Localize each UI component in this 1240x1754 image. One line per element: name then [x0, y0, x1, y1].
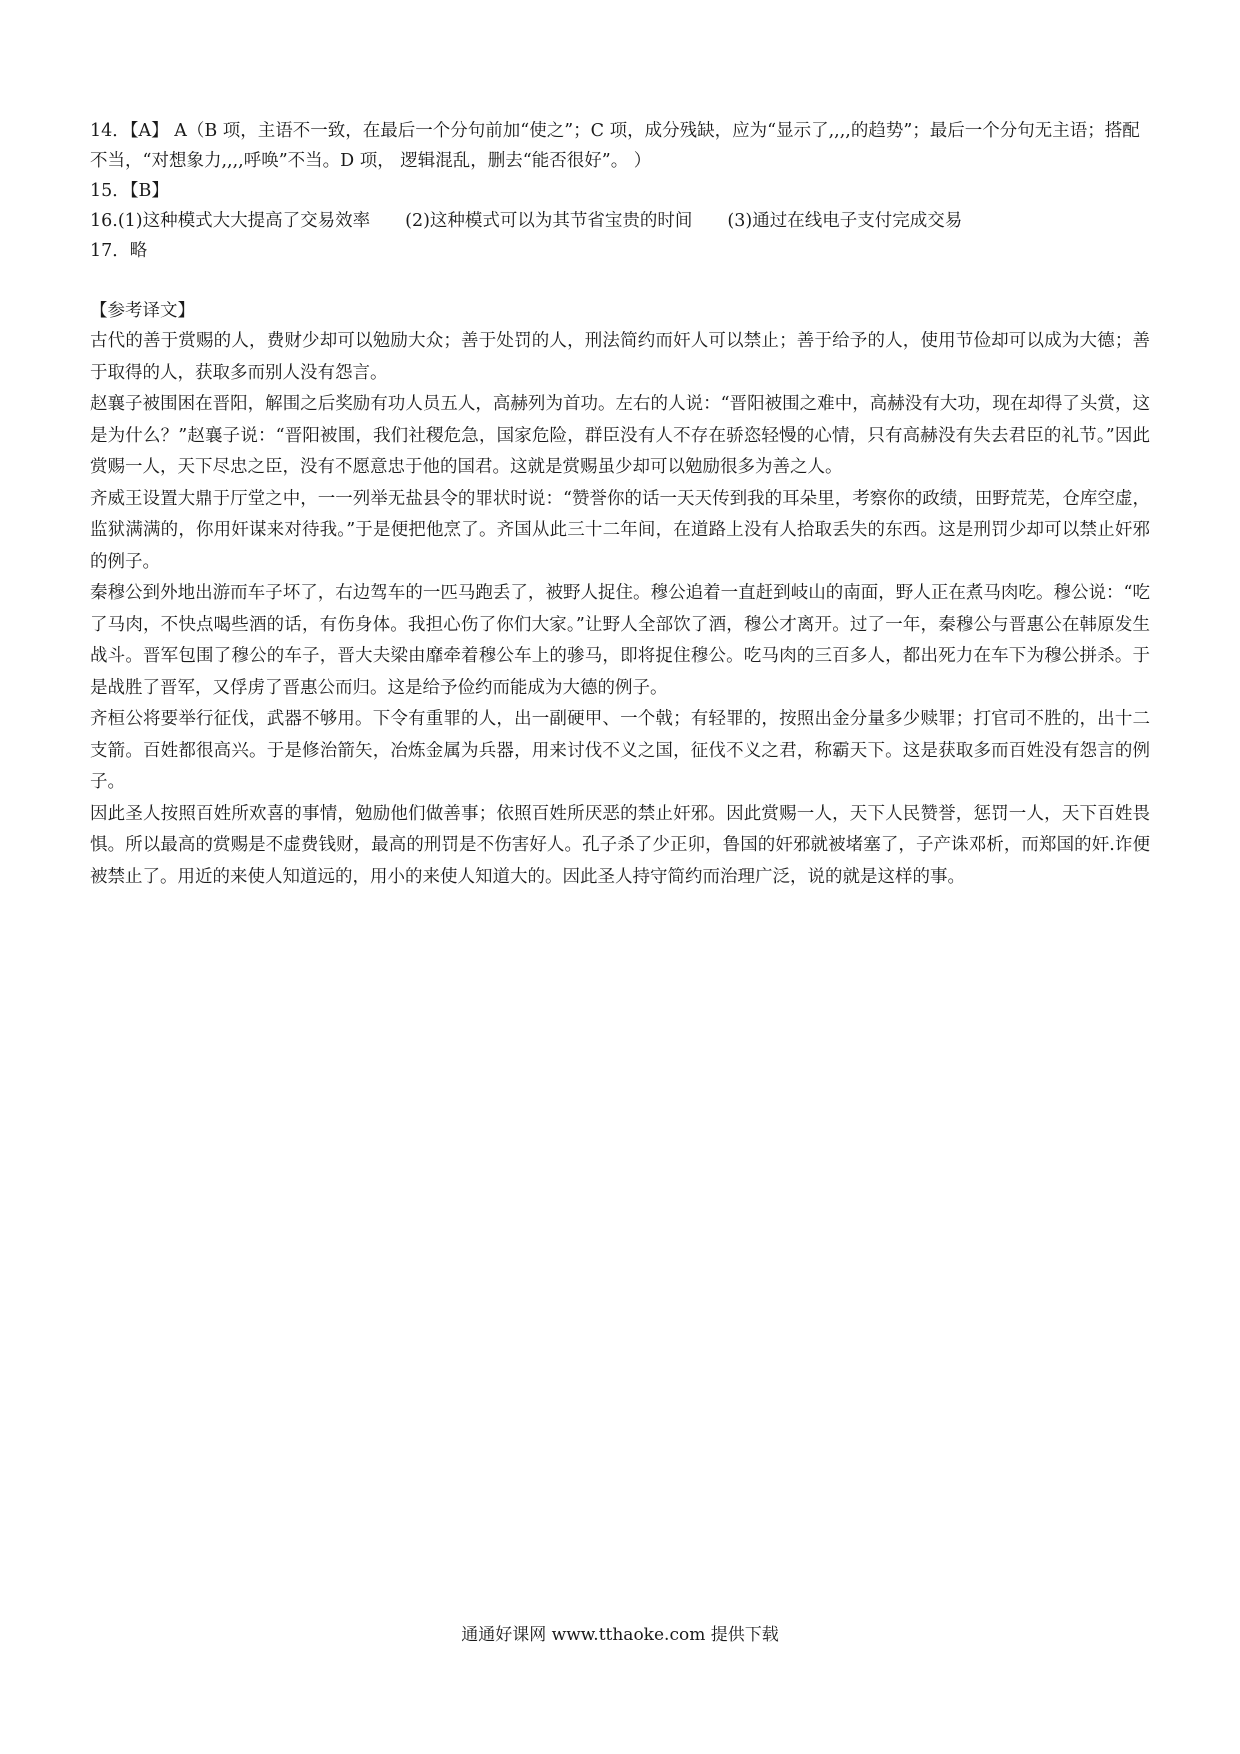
translation-paragraph-6: 因此圣人按照百姓所欢喜的事情，勉励他们做善事；依照百姓所厌恶的禁止奸邪。因此赏赐一人，天下人民赞誉，惩罚一人，天下百姓畏惧。所以最高的赏赐是不虚费钱财，最高的刑罚是不伤害好人。孔子杀了少正卯，鲁国的奸邪就被堵塞了，子产诛邓析，而郑国的奸.诈便被禁止了。用近的来使人知道远的，用小的来使人知道大的。因此圣人持守简约而治理广泛，说的就是这样的事。 — [90, 803, 1150, 887]
page-footer: 通通好课网 www.tthaoke.com 提供下载 — [461, 1625, 779, 1645]
translation-paragraph-5: 齐桓公将要举行征伐，武器不够用。下令有重罪的人，出一副硬甲、一个戟；有轻罪的，按照出金分量多少赎罪；打官司不胜的，出十二支箭。百姓都很高兴。于是修治箭矢，冶炼金属为兵器，用来讨伐不义之国，征伐不义之君，称霸天下。这是获取多而百姓没有怨言的例子。 — [90, 709, 1150, 792]
translation-paragraph-3: 齐威王设置大鼎于厅堂之中，一一列举无盐县令的罪状时说：“赞誉你的话一天天传到我的耳朵里，考察你的政绩，田野荒芜，仓库空虚，监狱满满的，你用奸谋来对待我。”于是便把他烹了。齐国从此三十二年间，在道路上没有人拾取丢失的东西。这是刑罚少却可以禁止奸邪的例子。 — [90, 488, 1150, 572]
section-spacer — [90, 266, 1150, 296]
translation-title: 【参考译文】 — [90, 301, 195, 321]
answer-14: 14．【A】 A（B 项，主语不一致，在最后一个分句前加“使之”；C 项，成分残缺，应为“显示了,,,,的趋势”；最后一个分句无主语；搭配不当，“对想象力,,,,呼唤”不当。D 项， 逻辑混乱，删去“能否很好”。 ） — [90, 121, 1140, 171]
translation-paragraph-2: 赵襄子被围困在晋阳，解围之后奖励有功人员五人，高赫列为首功。左右的人说：“晋阳被围之难中，高赫没有大功，现在却得了头赏，这是为什么？”赵襄子说：“晋阳被围，我们社稷危急，国家危险，群臣没有人不存在骄恣轻慢的心情，只有高赫没有失去君臣的礼节。”因此赏赐一人，天下尽忠之臣，没有不愿意忠于他的国君。这就是赏赐虽少却可以勉励很多为善之人。 — [90, 394, 1150, 477]
answer-15: 15．【B】 — [90, 181, 169, 201]
answer-17: 17．略 — [90, 241, 148, 261]
answer-16: 16.(1)这种模式大大提高了交易效率 (2)这种模式可以为其节省宝贵的时间 (3)通过在线电子支付完成交易 — [90, 211, 963, 231]
page-content — [90, 116, 1150, 893]
translation-paragraph-1: 古代的善于赏赐的人，费财少却可以勉励大众；善于处罚的人，刑法简约而奸人可以禁止；善于给予的人，使用节俭却可以成为大德；善于取得的人，获取多而别人没有怨言。 — [90, 331, 1150, 383]
translation-paragraph-4: 秦穆公到外地出游而车子坏了，右边驾车的一匹马跑丢了，被野人捉住。穆公追着一直赶到岐山的南面，野人正在煮马肉吃。穆公说：“吃了马肉，不快点喝些酒的话，有伤身体。我担心伤了你们大家。”让野人全部饮了酒，穆公才离开。过了一年，秦穆公与晋惠公在韩原发生战斗。晋军包围了穆公的车子，晋大夫梁由靡牵着穆公车上的骖马，即将捉住穆公。吃马肉的三百多人，都出死力在车下为穆公拼杀。于是战胜了晋军，又俘虏了晋惠公而归。这是给予俭约而能成为大德的例子。 — [90, 583, 1150, 698]
